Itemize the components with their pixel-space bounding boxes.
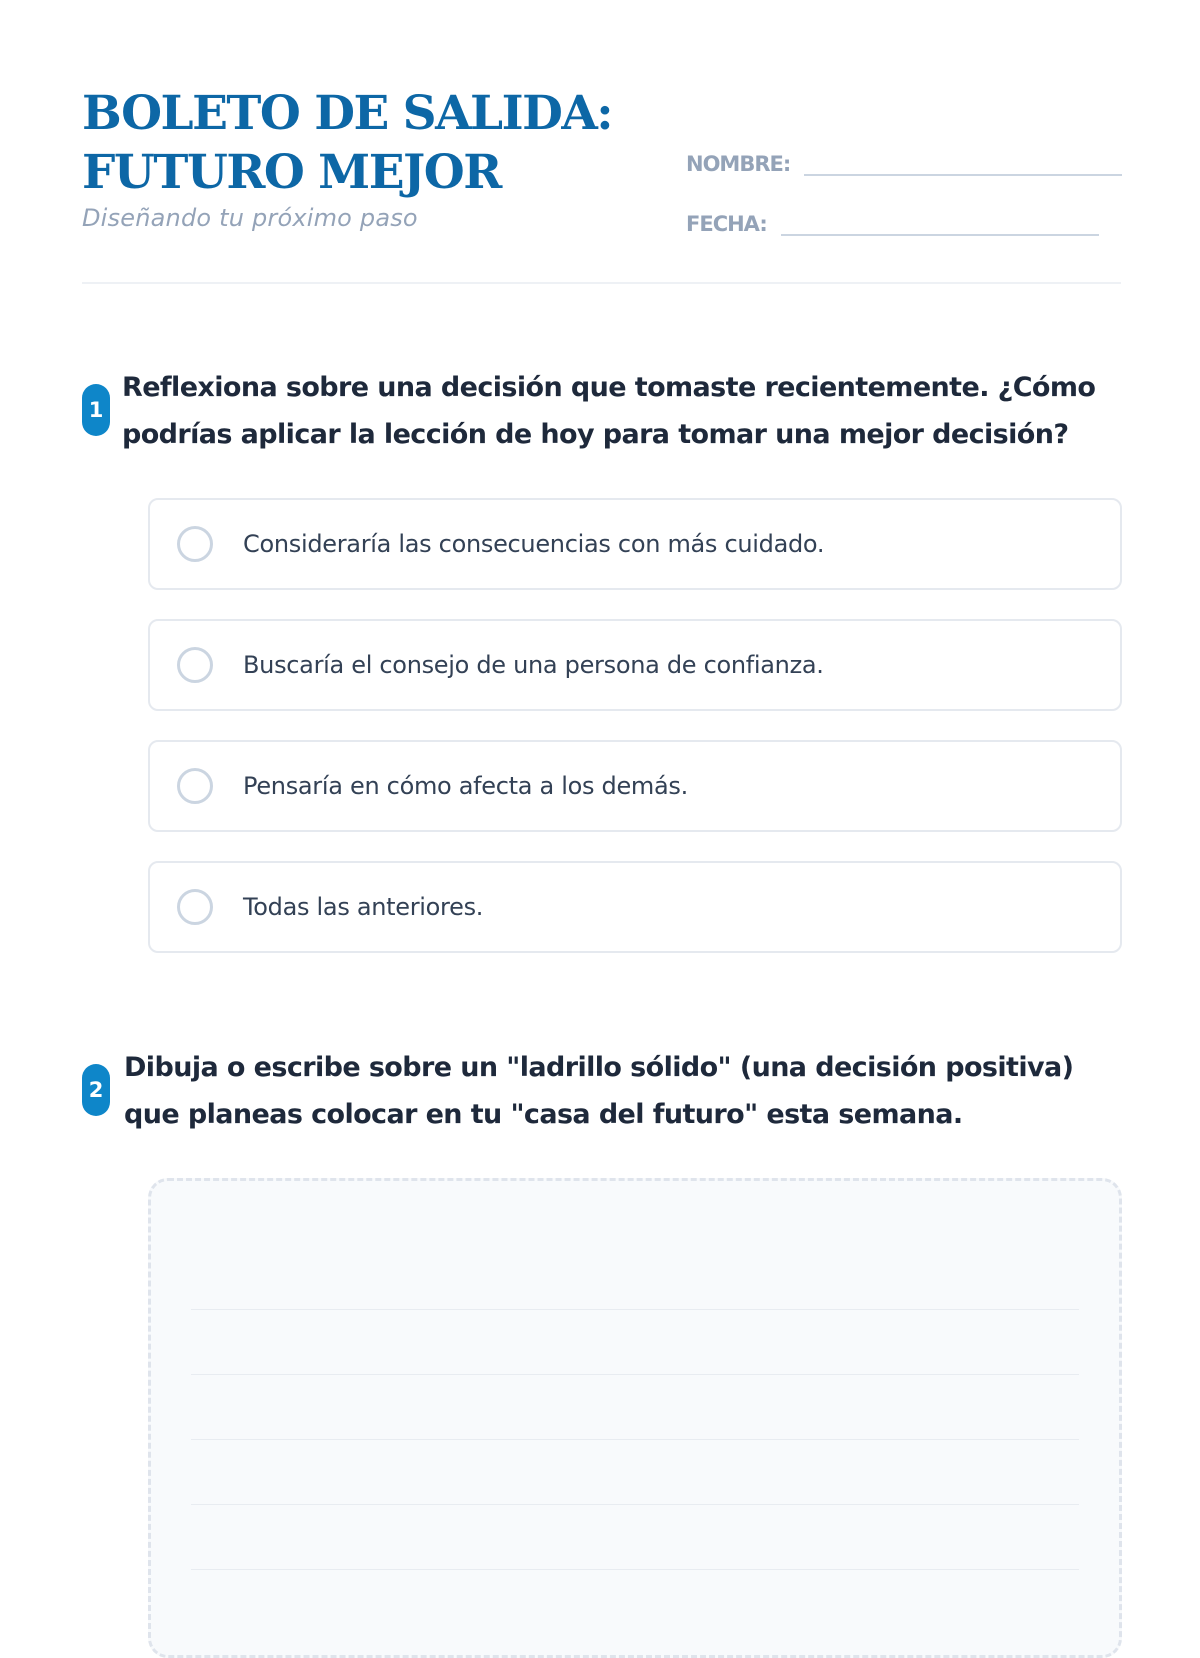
- radio-circle-icon[interactable]: [177, 526, 213, 562]
- ruled-line: [191, 1569, 1079, 1570]
- header: [82, 84, 1121, 284]
- exit-ticket-page: [82, 0, 1121, 1600]
- date-input-line[interactable]: [781, 210, 1099, 236]
- option-label: Buscaría el consejo de una persona de confianza.: [243, 651, 824, 679]
- drawing-writing-area[interactable]: [148, 1178, 1122, 1658]
- option-4[interactable]: [148, 861, 1122, 953]
- option-label: Consideraría las consecuencias con más cuidado.: [243, 530, 825, 558]
- radio-circle-icon[interactable]: [177, 647, 213, 683]
- question-number-badge: 2: [82, 1064, 110, 1116]
- question-2-text: Dibuja o escribe sobre un "ladrillo sólido" (una decisión positiva) que planeas colocar en tu "casa del futuro" esta semana.: [124, 1052, 1074, 1130]
- title-line-2: FUTURO MEJOR: [82, 145, 501, 200]
- ruled-line: [191, 1439, 1079, 1440]
- name-label: NOMBRE:: [686, 152, 791, 176]
- option-2[interactable]: [148, 619, 1122, 711]
- ruled-line: [191, 1374, 1079, 1375]
- radio-circle-icon[interactable]: [177, 768, 213, 804]
- question-number-badge: 1: [82, 384, 110, 436]
- option-label: Pensaría en cómo afecta a los demás.: [243, 772, 688, 800]
- title-line-1: BOLETO DE SALIDA:: [82, 86, 613, 141]
- date-label: FECHA:: [686, 212, 767, 236]
- radio-circle-icon[interactable]: [177, 889, 213, 925]
- question-2: [82, 1044, 1121, 1600]
- ruled-line: [191, 1504, 1079, 1505]
- name-input-line[interactable]: [804, 150, 1122, 176]
- option-3[interactable]: [148, 740, 1122, 832]
- date-field: [686, 210, 1099, 236]
- question-1-text: Reflexiona sobre una decisión que tomaste recientemente. ¿Cómo podrías aplicar la lección de hoy para tomar una mejor decisión?: [122, 372, 1096, 450]
- option-label: Todas las anteriores.: [243, 893, 484, 921]
- answer-options: [148, 498, 1122, 982]
- option-1[interactable]: [148, 498, 1122, 590]
- name-field: [686, 150, 1122, 176]
- ruled-line: [191, 1309, 1079, 1310]
- page-subtitle: Diseñando tu próximo paso: [82, 204, 418, 232]
- question-1: [82, 364, 1121, 964]
- page-title: [82, 84, 682, 202]
